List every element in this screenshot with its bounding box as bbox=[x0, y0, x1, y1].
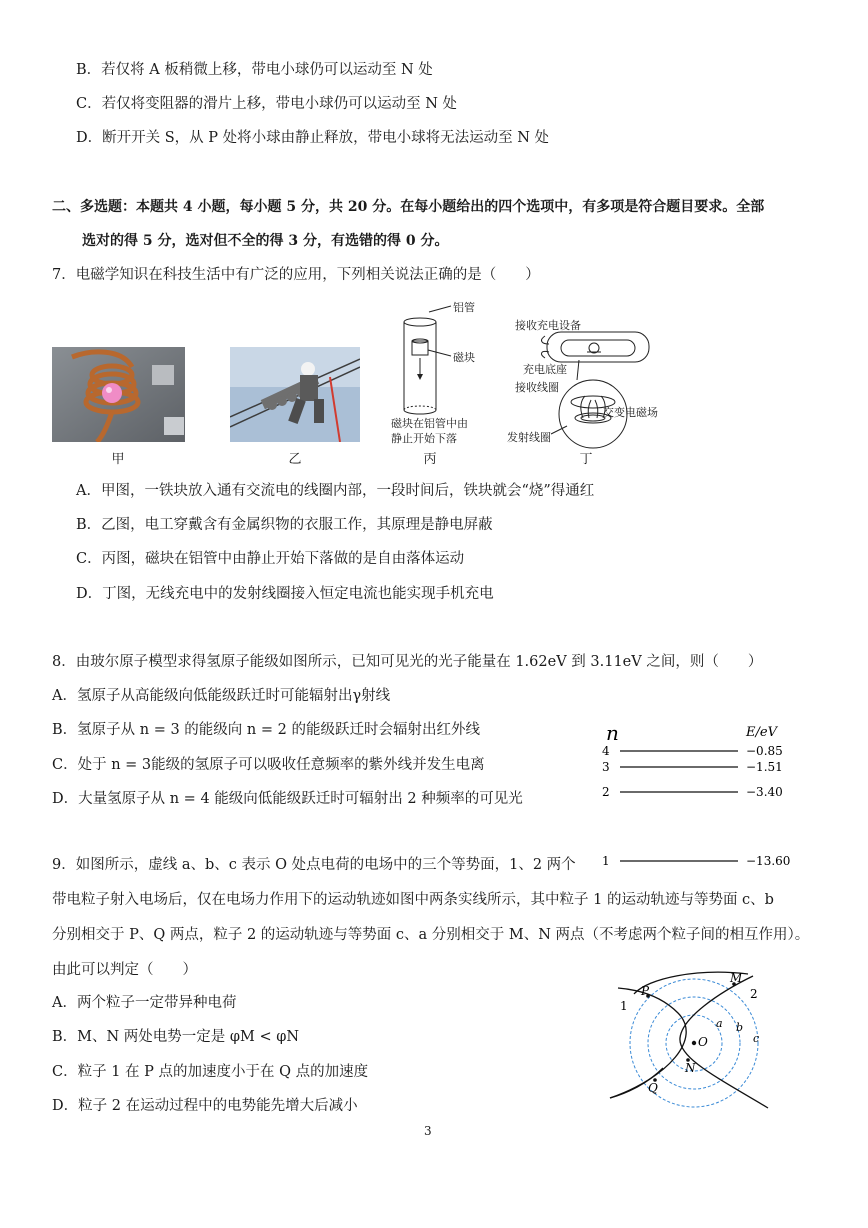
q9-stem-line2: 带电粒子射入电场后，仅在电场力作用下的运动轨迹如图中两条实线所示，其中粒子 1 的运动轨迹与等势面 c、b bbox=[52, 892, 774, 908]
q7-stem: 7．电磁学知识在科技生活中有广泛的应用，下列相关说法正确的是（ ） bbox=[52, 267, 540, 283]
energy-level-value-2: −3.40 bbox=[746, 785, 783, 799]
ding-label-recv-coil: 接收线圈 bbox=[515, 381, 559, 394]
figure-label-bing: 丙 bbox=[423, 452, 437, 467]
figure-label-yi: 乙 bbox=[288, 452, 302, 467]
surface-b-label: b bbox=[736, 1021, 744, 1034]
q7-option-a: A．甲图，一铁块放入通有交流电的线圈内部，一段时间后，铁块就会“烧”得通红 bbox=[76, 483, 595, 499]
equipotential-diagram bbox=[608, 968, 786, 1118]
q8-option-d: D．大量氢原子从 n = 4 能级向低能级跃迁时可辐射出 2 种频率的可见光 bbox=[52, 791, 523, 807]
energy-level-value-3: −1.51 bbox=[746, 760, 783, 774]
q8-option-b: B．氢原子从 n = 3 的能级向 n = 2 的能级跃迁时会辐射出红外线 bbox=[52, 722, 480, 738]
trajectory-1-label: 1 bbox=[620, 999, 628, 1013]
energy-level-n-2: 2 bbox=[602, 785, 610, 799]
point-m-label: M bbox=[730, 971, 743, 985]
energy-level-n-4: 4 bbox=[602, 744, 610, 758]
q9-option-d: D．粒子 2 在运动过程中的电势能先增大后减小 bbox=[52, 1098, 358, 1114]
energy-levels bbox=[602, 744, 790, 868]
q6-option-d: D．断开开关 S，从 P 处将小球由静止释放，带电小球将无法运动至 N 处 bbox=[76, 130, 550, 146]
q7-option-c: C．丙图，磁块在铝管中由静止开始下落做的是自由落体运动 bbox=[76, 551, 465, 567]
energy-level-diagram bbox=[598, 720, 798, 870]
ding-label-device: 接收充电设备 bbox=[515, 319, 581, 332]
q8-option-c: C．处于 n = 3能级的氢原子可以吸收任意频率的紫外线并发生电离 bbox=[52, 757, 485, 773]
q7-option-d: D．丁图，无线充电中的发射线圈接入恒定电流也能实现手机充电 bbox=[76, 586, 494, 602]
energy-n-axis-label: n bbox=[606, 721, 619, 745]
q9-option-c: C．粒子 1 在 P 点的加速度小于在 Q 点的加速度 bbox=[52, 1064, 369, 1080]
point-o-label: O bbox=[698, 1035, 708, 1049]
ding-label-base: 充电底座 bbox=[523, 363, 567, 376]
point-n-label: N bbox=[685, 1061, 696, 1075]
energy-level-value-4: −0.85 bbox=[746, 744, 783, 758]
figure-label-jia: 甲 bbox=[111, 452, 125, 467]
q9-option-a: A．两个粒子一定带异种电荷 bbox=[52, 995, 237, 1011]
q9-option-b: B．M、N 两处电势一定是 φM < φN bbox=[52, 1029, 300, 1045]
bing-label-tube: 铝管 bbox=[453, 301, 475, 314]
section-heading-line2: 选对的得 5 分，选对但不全的得 3 分，有选错的得 0 分。 bbox=[82, 233, 449, 249]
q8-option-a: A．氢原子从高能级向低能级跃迁时可能辐射出γ射线 bbox=[52, 688, 391, 704]
q8-stem: 8．由玻尔原子模型求得氢原子能级如图所示，已知可见光的光子能量在 1.62eV 到 3.11eV 之间，则（ ） bbox=[52, 654, 763, 670]
energy-level-n-1: 1 bbox=[602, 854, 610, 868]
q9-stem-line3: 分别相交于 P、Q 两点，粒子 2 的运动轨迹与等势面 c、a 分别相交于 M、N 两点（不考虑两个粒子间的相互作用）。 bbox=[52, 927, 810, 943]
point-p-label: P bbox=[641, 984, 650, 998]
figure-jia-photo bbox=[52, 347, 185, 442]
surface-a-label: a bbox=[716, 1017, 723, 1030]
point-q-label: Q bbox=[648, 1081, 658, 1095]
q9-stem-line1: 9．如图所示，虚线 a、b、c 表示 O 处点电荷的电场中的三个等势面，1、2 两个 bbox=[52, 857, 576, 873]
figure-label-ding: 丁 bbox=[579, 452, 593, 467]
bing-note-line1: 磁块在铝管中由 bbox=[391, 417, 468, 430]
bing-label-magnet: 磁块 bbox=[453, 351, 475, 364]
section-heading-line1: 二、多选题：本题共 4 小题，每小题 5 分，共 20 分。在每小题给出的四个选项中，有多项是符合题目要求。全部 bbox=[52, 199, 765, 215]
energy-level-value-1: −13.60 bbox=[746, 854, 791, 868]
energy-level-n-3: 3 bbox=[602, 760, 610, 774]
energy-e-axis-label: E/eV bbox=[746, 725, 777, 740]
trajectory-2-label: 2 bbox=[750, 987, 758, 1001]
surface-c-label: c bbox=[753, 1032, 760, 1045]
q7-option-b: B．乙图，电工穿戴含有金属织物的衣服工作，其原理是静电屏蔽 bbox=[76, 517, 493, 533]
page-number: 3 bbox=[424, 1124, 432, 1138]
q6-option-b: B．若仅将 A 板稍微上移，带电小球仍可以运动至 N 处 bbox=[76, 62, 433, 78]
q6-option-c: C．若仅将变阻器的滑片上移，带电小球仍可以运动至 N 处 bbox=[76, 96, 457, 112]
ding-label-field: 交变电磁场 bbox=[603, 406, 658, 419]
q9-stem-line4: 由此可以判定（ ） bbox=[52, 962, 197, 978]
bing-note-line2: 静止开始下落 bbox=[391, 432, 457, 445]
ding-label-emit-coil: 发射线圈 bbox=[507, 431, 551, 444]
figure-yi-photo bbox=[230, 347, 360, 442]
